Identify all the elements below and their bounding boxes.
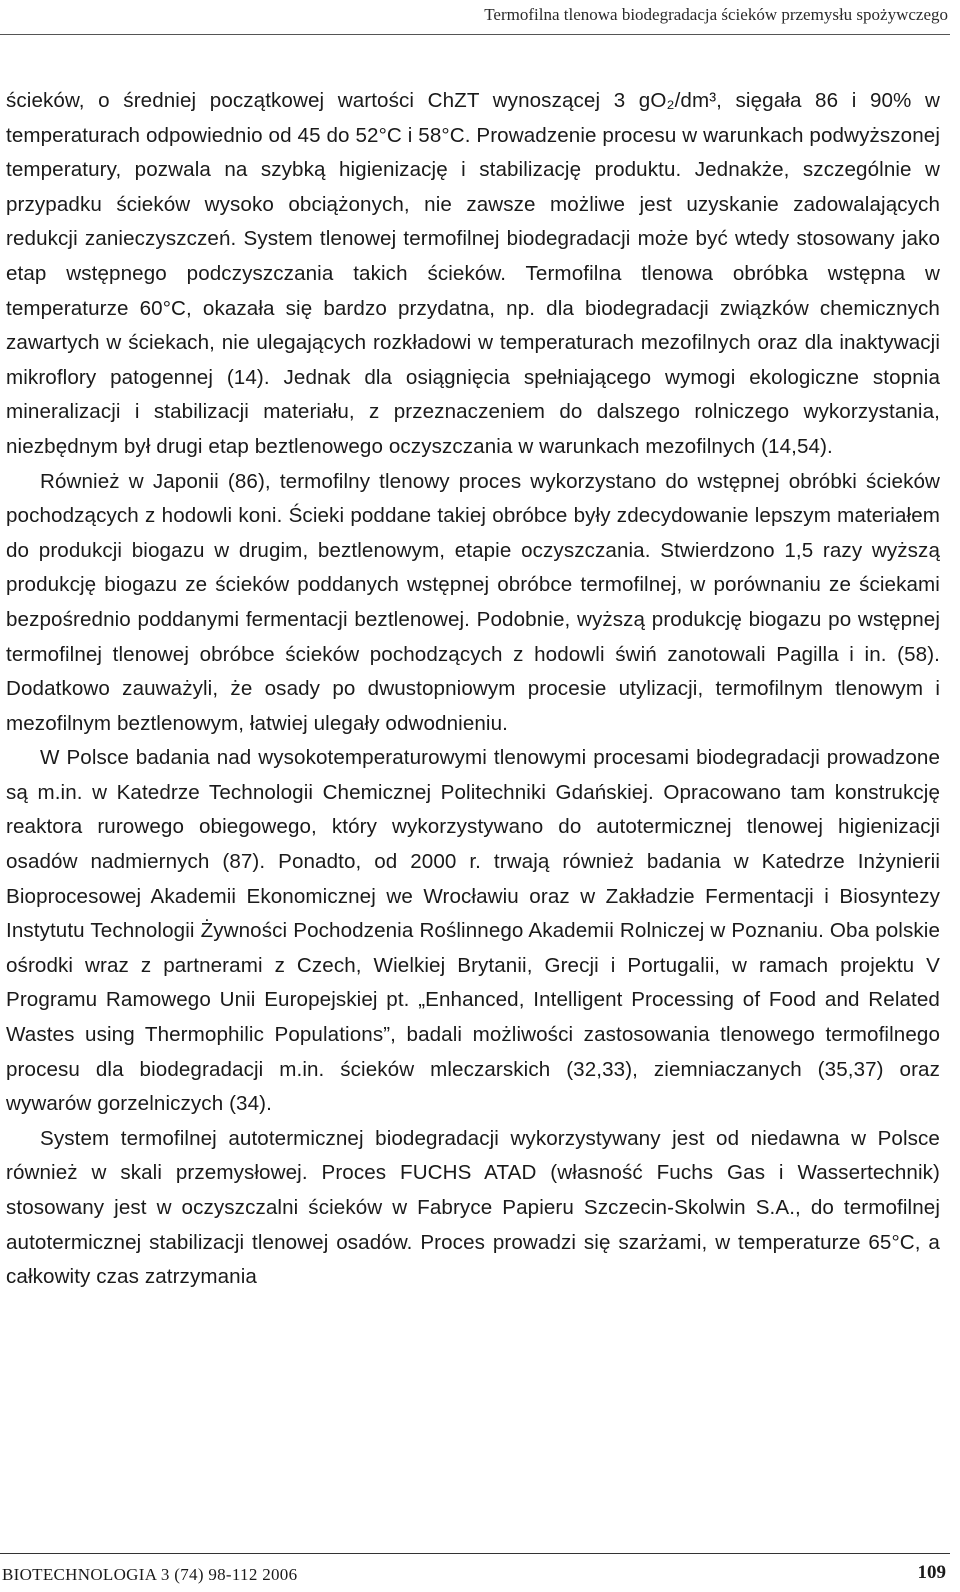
footer-rule [0, 1553, 950, 1554]
journal-citation: BIOTECHNOLOGIA 3 (74) 98-112 2006 [2, 1565, 298, 1584]
running-title: Termofilna tlenowa biodegradacja ścieków przemysłu spożywczego [484, 5, 948, 24]
paragraph-2: Również w Japonii (86), termofilny tlenowy proces wykorzystano do wstępnej obróbki ścieków pochodzących z hodowli koni. Ścieki poddane takiej obróbce były zdecydowanie lepszym materiałem do produkcji biogazu w drugim, beztlenowym, etapie oczyszczania. Stwierdzono 1,5 razy wyższą produkcję biogazu ze ścieków poddanych wstępnej obróbce termofilnej, w porównaniu ze ściekami bezpośrednio poddanymi fermentacji beztlenowej. Podobnie, wyższą produkcję biogazu po wstępnej termofilnej tlenowej obróbce ścieków pochodzących z hodowli świń zanotowali Pagilla i in. (58). Dodatkowo zauważyli, że osady po dwustopniowym procesie utylizacji, termofilnym tlenowym i mezofilnym beztlenowym, łatwiej ulegały odwodnieniu. [6, 469, 940, 735]
header-rule [0, 34, 950, 35]
paragraph-1: ścieków, o średniej początkowej wartości ChZT wynoszącej 3 gO₂/dm³, sięgała 86 i 90% w temperaturach odpowiednio od 45 do 52°C i 58°C. Prowadzenie procesu w warunkach podwyższonej temperatury, pozwala na szybką higienizację i stabilizację produktu. Jednakże, szczególnie w przypadku ścieków wysoko obciążonych, nie zawsze możliwe jest uzyskanie zadowalających redukcji zanieczyszczeń. System tlenowej termofilnej biodegradacji może być wtedy stosowany jako etap wstępnego podczyszczania takich ścieków. Termofilna tlenowa obróbka wstępna w temperaturze 60°C, okazała się bardzo przydatna, np. dla biodegradacji związków chemicznych zawartych w ściekach, nie ulegających rozkładowi w temperaturach mezofilnych oraz dla inaktywacji mikroflory patogennej (14). Jednak dla osiągnięcia spełniającego wymogi ekologiczne stopnia mineralizacji i stabilizacji materiału, z przeznaczeniem do dalszego rolniczego wykorzystania, niezbędnym był drugi etap beztlenowego oczyszczania w warunkach mezofilnych (14,54). [6, 89, 940, 458]
page-number: 109 [917, 1562, 946, 1583]
paragraph-4: System termofilnej autotermicznej biodegradacji wykorzystywany jest od niedawna w Polsce również w skali przemysłowej. Proces FUCHS ATAD (własność Fuchs Gas i Wassertechnik) stosowany jest w oczyszczalni ścieków w Fabryce Papieru Szczecin-Skolwin S.A., do termofilnej autotermicznej stabilizacji tlenowej osadów. Proces prowadzi się szarżami, w temperaturze 65°C, a całkowity czas zatrzymania [6, 1126, 940, 1289]
paragraph-3: W Polsce badania nad wysokotemperaturowymi tlenowymi procesami biodegradacji prowadzone są m.in. w Katedrze Technologii Chemicznej Politechniki Gdańskiej. Opracowano tam konstrukcję reaktora rurowego obiegowego, który wykorzystywano do autotermicznej tlenowej higienizacji osadów nadmiernych (87). Ponadto, od 2000 r. trwają również badania w Katedrze Inżynierii Bioprocesowej Akademii Ekonomicznej we Wrocławiu oraz w Zakładzie Fermentacji i Biosyntezy Instytutu Technologii Żywności Pochodzenia Roślinnego Akademii Rolniczej w Poznaniu. Oba polskie ośrodki wraz z partnerami z Czech, Wielkiej Brytanii, Grecji i Portugalii, w ramach projektu V Programu Ramowego Unii Europejskiej pt. „Enhanced, Intelligent Processing of Food and Related Wastes using Thermophilic Populations”, badali możliwości zastosowania tlenowego termofilnego procesu dla biodegradacji m.in. ścieków mleczarskich (32,33), ziemniaczanych (35,37) oraz wywarów gorzelniczych (34). [6, 746, 940, 1116]
article-body [6, 84, 940, 1295]
